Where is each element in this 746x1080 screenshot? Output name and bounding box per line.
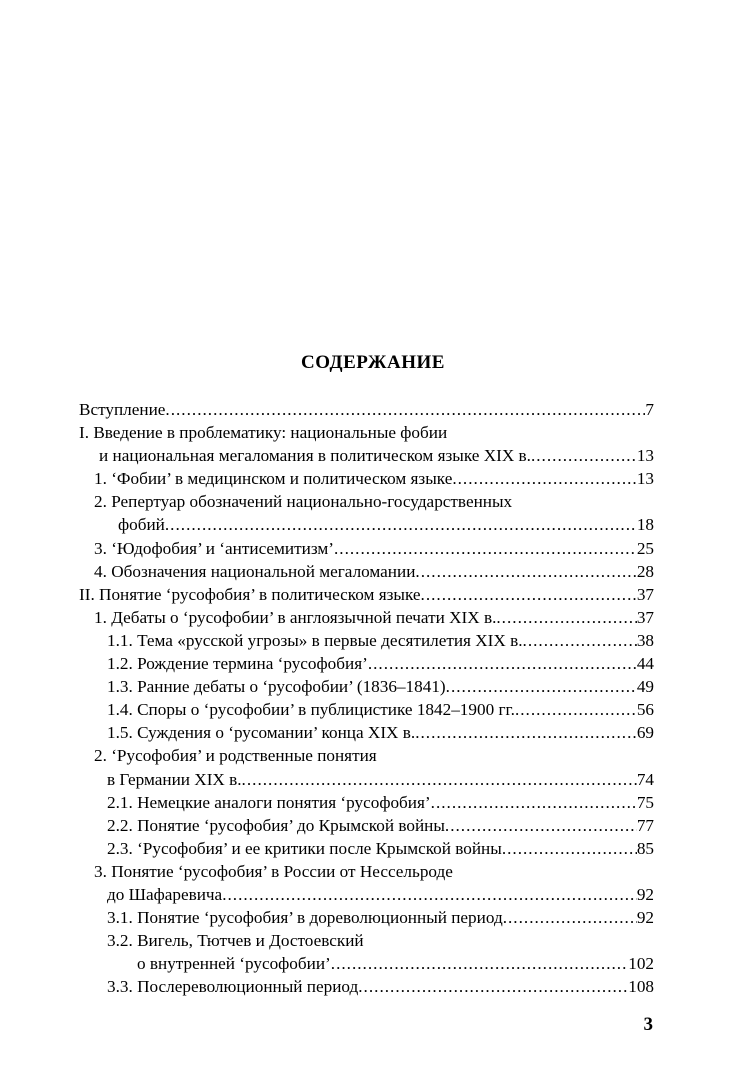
page-number: 3 — [643, 1014, 653, 1035]
toc-entry-page: 44 — [636, 654, 654, 674]
toc-entry-text: 2. ‘Русофобия’ и родственные понятия — [94, 746, 377, 766]
toc-entry — [79, 539, 654, 562]
toc-leader-dots — [515, 700, 637, 720]
toc-entry-page: 37 — [636, 607, 654, 627]
toc-entry-text: 1. Дебаты о ‘русофобии’ в англоязычной печати XIX в. — [94, 607, 497, 627]
toc-entry-text: фобий — [118, 515, 165, 535]
toc-entry-page: 49 — [636, 677, 654, 697]
toc-entry — [79, 423, 654, 446]
toc-leader-dots — [496, 608, 636, 628]
toc-entry — [79, 677, 654, 700]
toc-entry-page: 77 — [636, 815, 654, 835]
toc-entry-page: 74 — [636, 769, 654, 789]
toc-entry-text: 2.2. Понятие ‘русофобия’ до Крымской войны — [107, 815, 445, 835]
toc-entry-text: 3.2. Вигель, Тютчев и Достоевский — [107, 931, 364, 951]
toc-leader-dots — [531, 446, 637, 466]
toc-entry — [79, 585, 654, 608]
toc-entry-text: о внутренней ‘русофобии’ — [137, 954, 331, 974]
toc-leader-dots — [415, 562, 636, 582]
toc-leader-dots — [358, 977, 628, 997]
toc-entry-text: 2. Репертуар обозначений национально-государственных — [94, 492, 513, 512]
toc-leader-dots — [503, 908, 637, 928]
toc-entry — [79, 400, 654, 423]
toc-entry-page: 75 — [636, 792, 654, 812]
toc-entry-page: 13 — [636, 469, 654, 489]
toc-entry — [79, 908, 654, 931]
toc-entry — [79, 793, 654, 816]
toc-leader-dots — [368, 654, 637, 674]
toc-entry — [79, 746, 654, 769]
toc-entry-text: 4. Обозначения национальной мегаломании — [94, 561, 416, 581]
toc-leader-dots — [446, 677, 637, 697]
toc-entry-text: 3. ‘Юдофобия’ и ‘антисемитизм’ — [94, 538, 334, 558]
toc-entry-page: 92 — [636, 884, 654, 904]
toc-entry-text: 3.3. Послереволюционный период — [107, 977, 359, 997]
toc-entry-text: 1.4. Споры о ‘русофобии’ в публицистике 1842–1900 гг. — [107, 700, 515, 720]
toc-entry — [79, 608, 654, 631]
toc-entry-page: 13 — [636, 446, 654, 466]
toc-entry-page: 38 — [636, 630, 654, 650]
toc-entry-page: 28 — [636, 561, 654, 581]
toc-entry — [79, 839, 654, 862]
toc-entry-page: 25 — [636, 538, 654, 558]
toc-entry — [79, 700, 654, 723]
toc-leader-dots — [421, 585, 637, 605]
toc-entry-text: 1.1. Тема «русской угрозы» в первые десятилетия XIX в. — [107, 630, 523, 650]
toc-leader-dots — [445, 816, 637, 836]
toc-entry-text: 2.3. ‘Русофобия’ и ее критики после Крымской войны — [107, 838, 502, 858]
toc-entry-page: 37 — [636, 584, 654, 604]
toc-entry — [79, 723, 654, 746]
toc-entry — [79, 469, 654, 492]
toc-entry — [79, 446, 654, 469]
toc-leader-dots — [415, 723, 637, 743]
toc-entry-page: 85 — [636, 838, 654, 858]
toc-entry-text: I. Введение в проблематику: национальные фобии — [79, 423, 448, 443]
toc-entry-page: 7 — [645, 400, 654, 419]
toc-entry-text: II. Понятие ‘русофобия’ в политическом языке — [79, 584, 421, 604]
toc-entry-text: 3. Понятие ‘русофобия’ в России от Нессельроде — [94, 861, 453, 881]
toc-entry-text: 1. ‘Фобии’ в медицинском и политическом языке — [94, 469, 453, 489]
toc-entry — [79, 515, 654, 538]
toc-leader-dots — [334, 539, 637, 559]
toc-entry-page: 69 — [636, 723, 654, 743]
table-of-contents — [79, 400, 654, 1000]
toc-leader-dots — [431, 793, 637, 813]
toc-entry-text: 1.5. Суждения о ‘русомании’ конца XIX в. — [107, 723, 416, 743]
toc-entry — [79, 631, 654, 654]
toc-entry-page: 108 — [628, 977, 654, 997]
toc-entry — [79, 562, 654, 585]
toc-leader-dots — [242, 770, 637, 790]
toc-entry-text: 3.1. Понятие ‘русофобия’ в дореволюционный период — [107, 908, 503, 928]
toc-entry — [79, 770, 654, 793]
toc-entry-text: 1.2. Рождение термина ‘русофобия’ — [107, 654, 368, 674]
toc-entry-text: в Германии XIX в. — [107, 769, 242, 789]
toc-entry — [79, 977, 654, 1000]
toc-entry — [79, 654, 654, 677]
toc-entry — [79, 885, 654, 908]
toc-entry-text: 1.3. Ранние дебаты о ‘русофобии’ (1836–1841) — [107, 677, 446, 697]
page-title: СОДЕРЖАНИЕ — [301, 352, 445, 373]
toc-entry-page: 102 — [628, 954, 654, 974]
toc-entry — [79, 931, 654, 954]
toc-leader-dots — [452, 469, 636, 489]
toc-entry — [79, 816, 654, 839]
toc-leader-dots — [165, 515, 637, 535]
toc-entry-text: Вступление — [79, 400, 166, 419]
toc-entry — [79, 492, 654, 515]
toc-entry-text: 2.1. Немецкие аналоги понятия ‘русофобия’ — [107, 792, 431, 812]
toc-entry-page: 56 — [636, 700, 654, 720]
toc-leader-dots — [523, 631, 637, 651]
toc-entry-page: 92 — [636, 908, 654, 928]
toc-entry-text: и национальная мегаломания в политическом языке XIX в. — [99, 446, 531, 466]
toc-entry-page: 18 — [636, 515, 654, 535]
toc-leader-dots — [502, 839, 637, 859]
toc-leader-dots — [331, 954, 628, 974]
toc-entry — [79, 862, 654, 885]
toc-entry-text: до Шафаревича — [107, 884, 223, 904]
toc-leader-dots — [165, 400, 645, 420]
toc-entry — [79, 954, 654, 977]
toc-leader-dots — [222, 885, 637, 905]
